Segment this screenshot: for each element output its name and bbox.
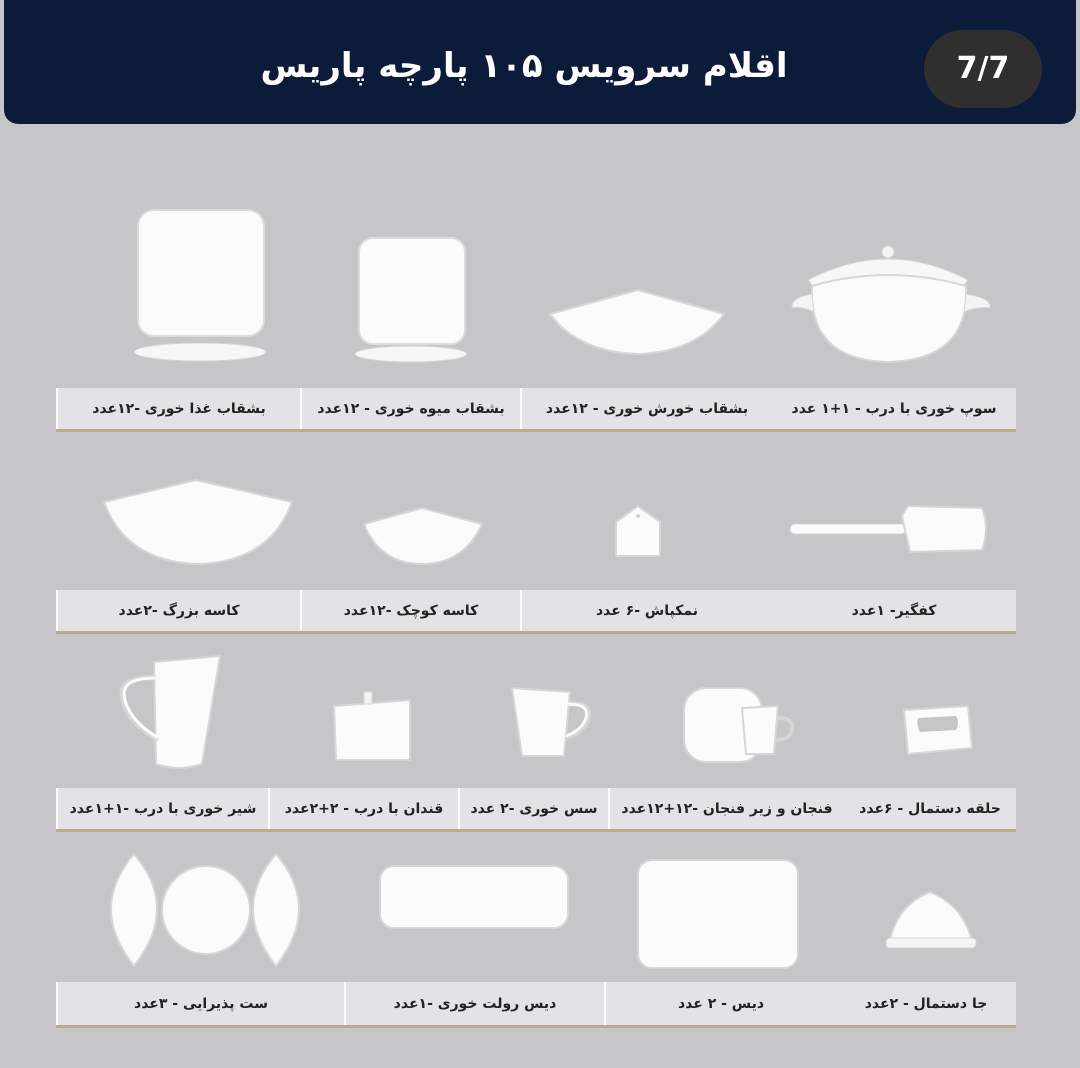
label-bar-row-1 xyxy=(56,388,1016,432)
sauce-boat-icon xyxy=(508,684,594,766)
label-bar-row-3 xyxy=(56,788,1016,832)
catalog-panel xyxy=(0,124,1080,1068)
label-roulade-platter: دیس رولت خوری -۱عدد xyxy=(344,982,604,1025)
salt-shaker-icon xyxy=(612,504,664,564)
label-bar-row-2 xyxy=(56,590,1016,634)
label-soup-tureen: سوپ خوری با درب - ۱+۱ عدد xyxy=(791,400,997,417)
label-napkin-ring: حلقه دستمال - ۶عدد xyxy=(859,800,1001,817)
label-platter: دیس - ۲ عدد xyxy=(604,982,836,1025)
soup-tureen-icon xyxy=(788,242,994,370)
serving-spatula-icon xyxy=(786,502,992,562)
label-napkin-holder: جا دستمال - ۲عدد xyxy=(864,995,988,1012)
milk-jug-icon xyxy=(116,654,230,778)
label-bar-row-4 xyxy=(56,982,1016,1028)
roulade-platter-icon xyxy=(376,862,572,936)
label-serving-spatula: کفگیر- ۱عدد xyxy=(851,602,937,619)
label-milk-jug: شیر خوری با درب -۱+۱عدد xyxy=(56,788,268,829)
page-title: اقلام سرویس ۱۰۵ پارچه پاریس xyxy=(260,46,788,86)
header-bar xyxy=(4,0,1076,124)
label-fruit-plate: بشقاب میوه خوری - ۱۲عدد xyxy=(300,388,520,429)
label-serving-set: ست پذیرایی - ۳عدد xyxy=(56,982,344,1025)
sugar-bowl-icon xyxy=(330,690,414,768)
napkin-ring-icon xyxy=(898,702,976,762)
label-stew-plate: بشقاب خورش خوری - ۱۲عدد xyxy=(520,388,772,429)
small-bowl-icon xyxy=(360,506,486,570)
label-large-bowl: کاسه بزرگ -۲عدد xyxy=(56,590,300,631)
label-cup-saucer: فنجان و زیر فنجان -۱۲+۱۲عدد xyxy=(608,788,844,829)
label-small-bowl: کاسه کوچک -۱۲عدد xyxy=(300,590,520,631)
napkin-holder-icon xyxy=(882,884,980,958)
label-salt-shaker: نمکپاش -۶ عدد xyxy=(520,590,772,631)
cup-saucer-icon xyxy=(680,684,798,770)
serving-set-icon xyxy=(100,850,314,974)
platter-icon xyxy=(634,856,802,976)
label-sauce-boat: سس خوری -۲ عدد xyxy=(458,788,608,829)
large-bowl-icon xyxy=(100,476,296,572)
page-indicator[interactable]: 7/7 xyxy=(924,30,1042,108)
fruit-plate-icon xyxy=(353,234,473,368)
dinner-plate-icon xyxy=(128,208,273,370)
stew-plate-icon xyxy=(546,288,728,362)
label-dinner-plate: بشقاب غذا خوری -۱۲عدد xyxy=(56,388,300,429)
label-sugar-bowl: قندان با درب - ۲+۲عدد xyxy=(268,788,458,829)
